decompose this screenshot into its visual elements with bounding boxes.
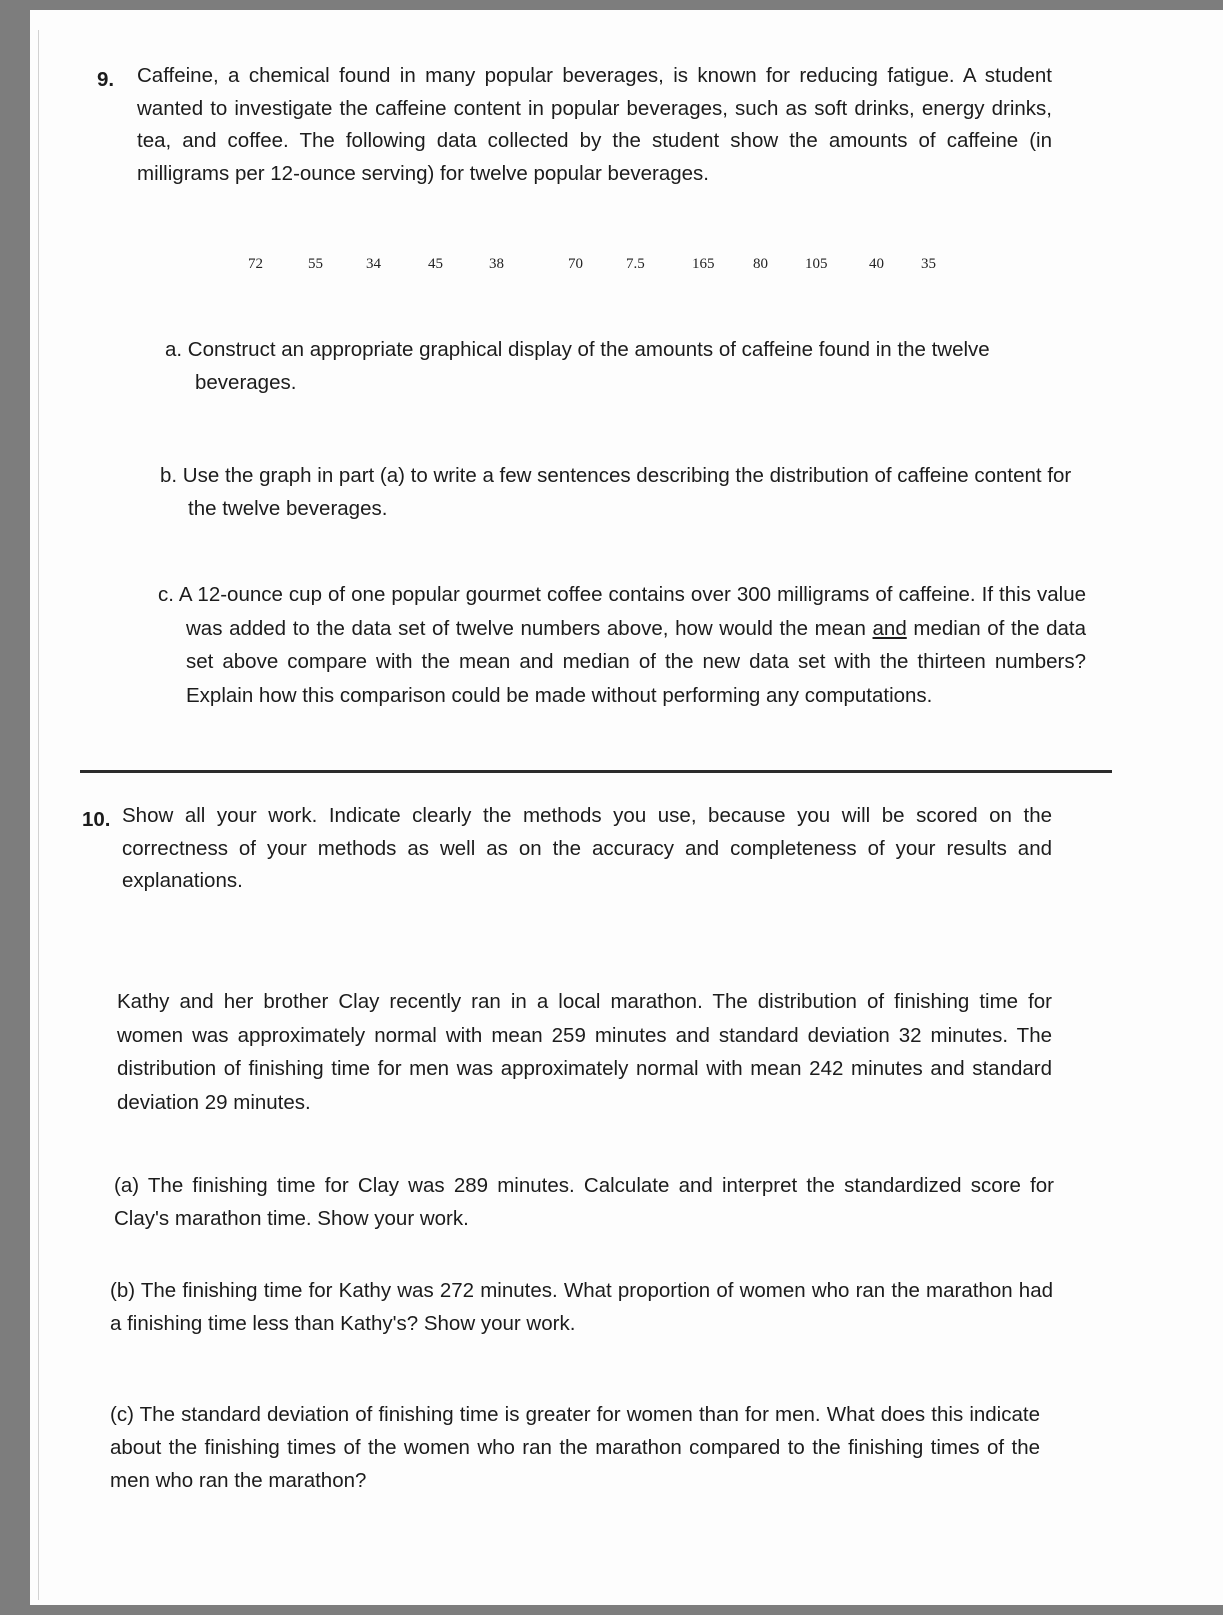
value-item: 7.5 — [626, 256, 645, 272]
q10-part-a: (a) The finishing time for Clay was 289 minutes. Calculate and interpret the standardized score for Clay's marathon time. Show your work. — [114, 1174, 1054, 1230]
q9-part-c-and: and — [872, 616, 907, 640]
page-edge-line — [38, 30, 39, 1600]
q10-part-c: (c) The standard deviation of finishing time is greater for women than for men. What does this indicate about the finishing times of the women who ran the marathon compared to the finishing times of the men who ran the marathon? — [110, 1403, 1040, 1492]
q9-text: Caffeine, a chemical found in many popular beverages, is known for reducing fatigue. A student wanted to investigate the caffeine content in popular beverages, such as soft drinks, energy drinks, tea, and coffee. The following data collected by the student show the amounts of caffeine (in milligrams per 12-ounce serving) for twelve popular beverages. — [137, 64, 1052, 185]
q10-part-b: (b) The finishing time for Kathy was 272 minutes. What proportion of women who ran the marathon had a finishing time less than Kathy's? Show your work. — [110, 1279, 1053, 1335]
value-item: 165 — [692, 256, 715, 272]
q10-scenario: Kathy and her brother Clay recently ran in a local marathon. The distribution of finishing time for women was approximately normal with mean 259 minutes and standard deviation 32 minutes. The distribution of finishing time for men was approximately normal with mean 242 minutes and standard deviation 29 minutes. — [117, 990, 1052, 1114]
q10-instructions: Show all your work. Indicate clearly the methods you use, because you will be scored on the correctness of your methods as well as on the accuracy and completeness of your results and explanations. — [122, 804, 1052, 892]
q9-part-c — [158, 578, 1086, 712]
value-item: 45 — [428, 256, 443, 272]
q9-part-c-rest: median of the data set above compare with the mean and median of the new data set with the thirteen numbers? Explain how this comparison could be made without performing any computations. — [186, 616, 1086, 707]
value-item: 70 — [568, 256, 583, 272]
value-item: 72 — [248, 256, 263, 272]
q9-part-b: b. Use the graph in part (a) to write a few sentences describing the distribution of caffeine content for the twelve beverages. — [160, 464, 1072, 520]
q9-part-a: a. Construct an appropriate graphical display of the amounts of caffeine found in the twelve beverages. — [165, 338, 990, 394]
value-item: 38 — [489, 256, 504, 272]
value-item: 35 — [921, 256, 936, 272]
value-item: 80 — [753, 256, 768, 272]
section-divider — [80, 770, 1112, 773]
value-item: 34 — [366, 256, 381, 272]
value-item: 105 — [805, 256, 828, 272]
q9-number: 9. — [97, 68, 115, 91]
q10-number: 10. — [82, 808, 111, 831]
value-item: 40 — [869, 256, 884, 272]
q9-part-c-line1: c. A 12-ounce cup of one popular gourmet coffee contains over 300 milligrams of caffeine. If this value was added to the data set of twelve numbers above, how would the mean — [158, 583, 1086, 640]
value-item: 55 — [308, 256, 323, 272]
